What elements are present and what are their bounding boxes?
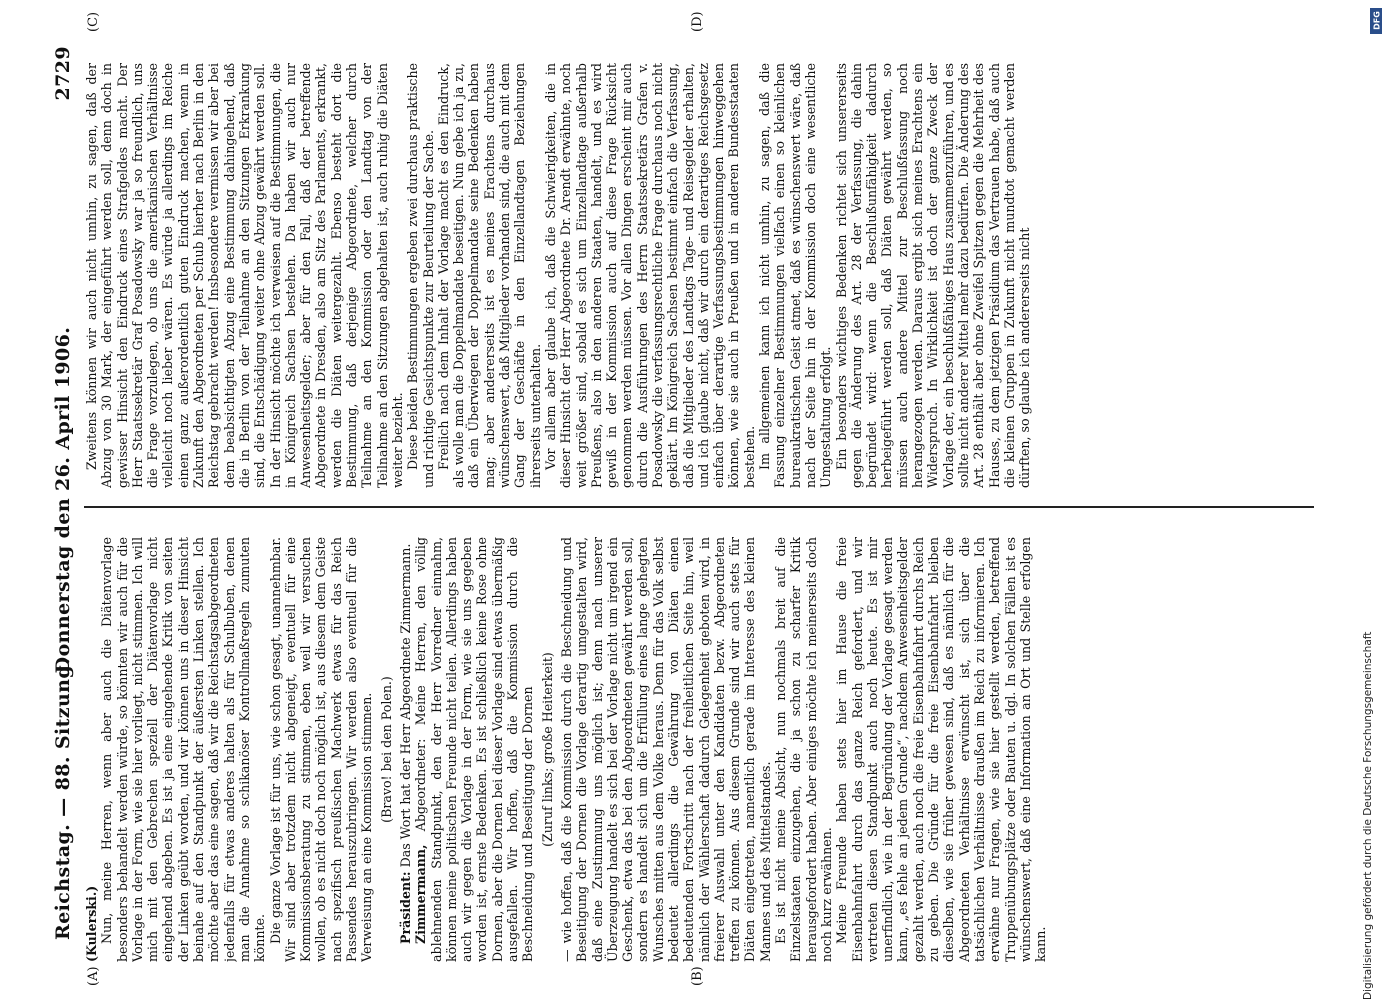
page-header bbox=[48, 38, 78, 962]
paragraph: Meine Freunde haben stets hier im Hause die freie Eisenbahnfahrt durch das ganze Reich gefordert, und wir vertreten diesen Standpunkt auch noch heute. Es ist mir unerfindlich, wie in der Begründung der Vorlage gesagt werden kann, „es fehle an jedem Grunde“, nachdem Anwesenheitsgelder gezahlt werden, auch noch die freie Eisenbahnfahrt durchs Reich zu geben. Die Gründe für die freie Eisenbahnfahrt bleiben dieselben, wie sie früher gewesen sind, daß es nämlich für die Abgeordneten Verhältnisse erwünscht ist, sich über die tatsächlichen Verhältnisse draußen im Reich zu informieren. Ich erwähne nur Fragen, wie sie hier gestellt werden, betreffend Truppenübungsplätze oder Bauten u. dgl. In solchen Fällen ist es wünschenswert, daß eine Information an Ort und Stelle erfolgen kann. bbox=[834, 537, 1049, 962]
left-column bbox=[84, 537, 1314, 962]
speech-text: Meine Herren, den völlig ablehnenden Standpunkt, den der Herr Vorredner einnahm, können meine politischen Freunde nicht teilen. Allerdings haben auch wir gegen die Vorlage in der Form, wie sie uns gegeben worden ist, ernste Bedenken. Es ist schließlich keine Rose ohne Dornen, aber die Dornen bei dieser Vorlage sind etwas übermäßig ausgefallen. Wir hoffen, daß die Kommission durch die Beschneidung und Beseitigung der Dornen bbox=[413, 537, 536, 962]
speaker-label: Präsident: bbox=[397, 871, 413, 944]
president-text: Das Wort hat der Herr Abgeordnete Zimmermann. bbox=[397, 543, 413, 868]
paragraph: Freilich nach dem Inhalt der Vorlage macht es den Eindruck, als wolle man die Doppelmandate beseitigen. Nun gebe ich ja zu, daß ein Überwiegen der Doppelmandate seine Bedenken haben mag; aber andererseits ist es meines Erachtens durchaus wünschenswert, daß Mitglieder vorhanden sind, die auch mit dem Gang der Geschäfte in den Einzellandtagen Beziehungen ihrerseits unterhalten. bbox=[435, 63, 543, 488]
margin-mark-c: (C) bbox=[86, 11, 101, 32]
page-number: 2729 bbox=[52, 46, 74, 101]
paragraph: Diese beiden Bestimmungen ergeben zwei durchaus praktische und richtige Gesichtspunkte zur Beurteilung der Sache. bbox=[405, 63, 436, 488]
speaker-reference: (Kulerski.) bbox=[84, 885, 99, 962]
dfg-logo-text: DFG bbox=[1372, 11, 1382, 30]
margin-mark-b: (B) bbox=[690, 966, 705, 986]
paragraph: Es ist nicht meine Absicht, nun nochmals breit auf die Einzelstaaten einzugehen, die ja schon zu scharfer Kritik herausgefordert haben. Aber einiges möchte ich meinerseits doch noch kurz erwähnen. bbox=[773, 537, 834, 962]
speaker-role: Abgeordneter: bbox=[413, 738, 429, 832]
margin-mark-a: (A) bbox=[86, 966, 101, 986]
right-column bbox=[84, 63, 1314, 488]
margin-mark-d: (D) bbox=[690, 11, 705, 32]
speaker-label: Zimmermann, bbox=[413, 844, 429, 944]
paragraph: Zweitens können wir auch nicht umhin, zu sagen, daß der Abzug von 30 Mark, der eingeführt werden soll, denn doch in gewisser Hinsicht den Eindruck eines Strafgeldes macht. Der Herr Staatssekretär Graf Posadowsky war ja so freundlich, uns die Frage vorzulegen, ob uns die amerikanischen Verhältnisse vielleicht noch lieber wären. Es würde ja allerdings im Reiche einen ganz außerordentlich guten Eindruck machen, wenn in Zukunft den Abgeordneten per Schub hierher nach Berlin in den Reichstag gebracht werden! Insbesondere vermissen wir aber bei dem beabsichtigten Abzug eine Bestimmung dahingehend, daß die in Berlin von der Teilnahme an den Sitzungen Erkrankung sind, die Entschädigung weiter ohne Abzug gewährt werden soll. In der Hinsicht möchte ich verweisen auf die Bestimmungen, die in Königreich Sachsen bestehen. Da haben wir auch nur Anwesenheitsgelder; aber für den Fall, daß der betreffende Abgeordnete in Dresden, also am Sitz des Parlaments, erkrankt, werden die Diäten weitergezahlt. Ebenso besteht dort die Bestimmung, daß derjenige Abgeordnete, welcher durch Teilnahme an den Kommission oder den Landtag von der Teilnahme an den Sitzungen abgehalten ist, auch ruhig die Diäten weiter bezieht. bbox=[84, 63, 405, 488]
paragraph: — wie hoffen, daß die Kommission durch die Beschneidung und Beseitigung der Dornen die Vorlage derartig umgestalten wird, daß eine Zustimmung uns möglich ist; denn nach unserer Überzeugung handelt es sich bei der Vorlage nicht um irgend ein Geschenk, etwa das bei den Abgeordneten gewährt werden soll, sondern es handelt sich um die Erfüllung eines lange gehegten Wunsches mitten aus dem Volke heraus. Denn für das Volk selbst bedeutet allerdings die Gewährung von Diäten einen bedeutenden Fortschritt nach der freiheitlichen Seite hin, weil nämlich der Wählerschaft dadurch Gelegenheit geboten wird, in freierer Auswahl unter den Kandidaten bezw. Abgeordneten treffen zu können. Aus diesem Grunde sind wir auch stets für Diäten eingetreten, namentlich gerade im Interesse des kleinen Mannes und des Mittelstandes. bbox=[558, 537, 773, 962]
paragraph: Die ganze Vorlage ist für uns, wie schon gesagt, unannehmbar. Wir sind aber trotzdem nicht abgeneigt, eventuell für eine Kommissionsberatung zu stimmen, eben weil wir versuchen wollen, ob es nicht doch noch möglich ist, aus diesem dem Geiste nach spezifisch preußischen Machwerk etwas für das Reich Passendes herauszubringen. Wir werden also eventuell für die Verweisung an eine Kommission stimmen. bbox=[267, 537, 375, 962]
header-date: Donnerstag den 26. April 1906. bbox=[52, 326, 74, 674]
paragraph: Vor allem aber glaube ich, daß die Schwierigkeiten, die in dieser Hinsicht der Herr Abgeordnete Dr. Arendt erwähnte, noch weit größer sind, sobald es sich um Einzellandtage außerhalb Preußens, also in den anderen Staaten, handelt, und es wird gewiß in der Kommission auch auf diese Frage Rücksicht genommen werden müssen. Vor allen Dingen erscheint mir auch durch die Ausführungen des Herrn Staatssekretärs Grafen v. Posadowsky die verfassungsrechtliche Frage durchaus noch nicht geklärt. Im Königreich Sachsen bestimmt einfach die Verfassung, daß die Mitglieder des Landtags Tage- und Reisegelder erhalten, und ich glaube nicht, daß wir durch ein derartiges Reichsgesetz einfach über derartige Verfassungsbestimmungen hinweggehen können, wie sie auch in Preußen und in anderen Bundesstaaten bestehen. bbox=[542, 63, 757, 488]
column-divider bbox=[84, 507, 1314, 509]
president-statement bbox=[398, 537, 413, 962]
paragraph: Im allgemeinen kann ich nicht umhin, zu sagen, daß die Fassung einzelner Bestimmungen vielfach einen so kleinlichen bureaukratischen Geist atmet, daß es wünschenswert wäre, daß nach der Seite hin in der Kommission doch eine wesentliche Umgestaltung erfolgt. bbox=[757, 63, 834, 488]
paragraph: Nun, meine Herren, wenn aber auch die Diätenvorlage besonders behandelt werden würde, so könnten wir auch für die Vorlage in der Form, wie sie hier vorliegt, nicht stimmen. Ich will mich mit den Gebrechen speziell der Diätenvorlage nicht eingehend abgeben. Es ist ja eine eingehende Kritik von seiten der Linken geübt worden, und wir können uns in dieser Hinsicht beinahe auf den Standpunkt der äußersten Linken stellen. Ich möchte aber das eine sagen, daß wir die Reichstagsabgeordneten jedenfalls für etwas anderes halten als für Schulbuben, denen man die Annahme so schikanöser Kontrollmaßregeln zumuten könnte. bbox=[99, 537, 268, 962]
header-session: Reichstag. — 88. Sitzung. bbox=[52, 657, 74, 940]
interjection-note: (Zuruf links; große Heiterkeit) bbox=[539, 652, 555, 847]
dfg-logo bbox=[1370, 8, 1382, 34]
paragraph: Ein besonders wichtiges Bedenken richtet sich unsererseits gegen die Änderung des Art. 28 der Verfassung, die dahin begründet wird: wenn die Beschlußunfähigkeit dadurch herbeigeführt werden soll, daß Diäten gewährt werden, so müssen auch andere Mittel zur Beschlußfassung noch herangezogen werden. Daraus ergibt sich meines Erachtens ein Widerspruch. In Wirklichkeit ist doch der ganze Zweck der Vorlage der, ein beschlußfähiges Haus zusammenzuführen, und es sollte nicht anderer Mittel mehr dazu bedürfen. Die Änderung des Art. 28 enthält aber ohne Zweifel Spitzen gegen die Mehrheit des Hauses, zu dem jetzigen Präsidium das Vertrauen habe, daß auch die kleinen Gruppen in Zukunft nicht mundtot gemacht werden dürften, so glaube ich andererseits nicht bbox=[833, 63, 1033, 488]
applause-note: (Bravo! bei den Polen.) bbox=[378, 676, 394, 823]
speech-opening bbox=[413, 537, 535, 962]
digitization-credit: Digitalisierung gefördert durch die Deutsche Forschungsgemeinschaft bbox=[1362, 631, 1374, 1000]
